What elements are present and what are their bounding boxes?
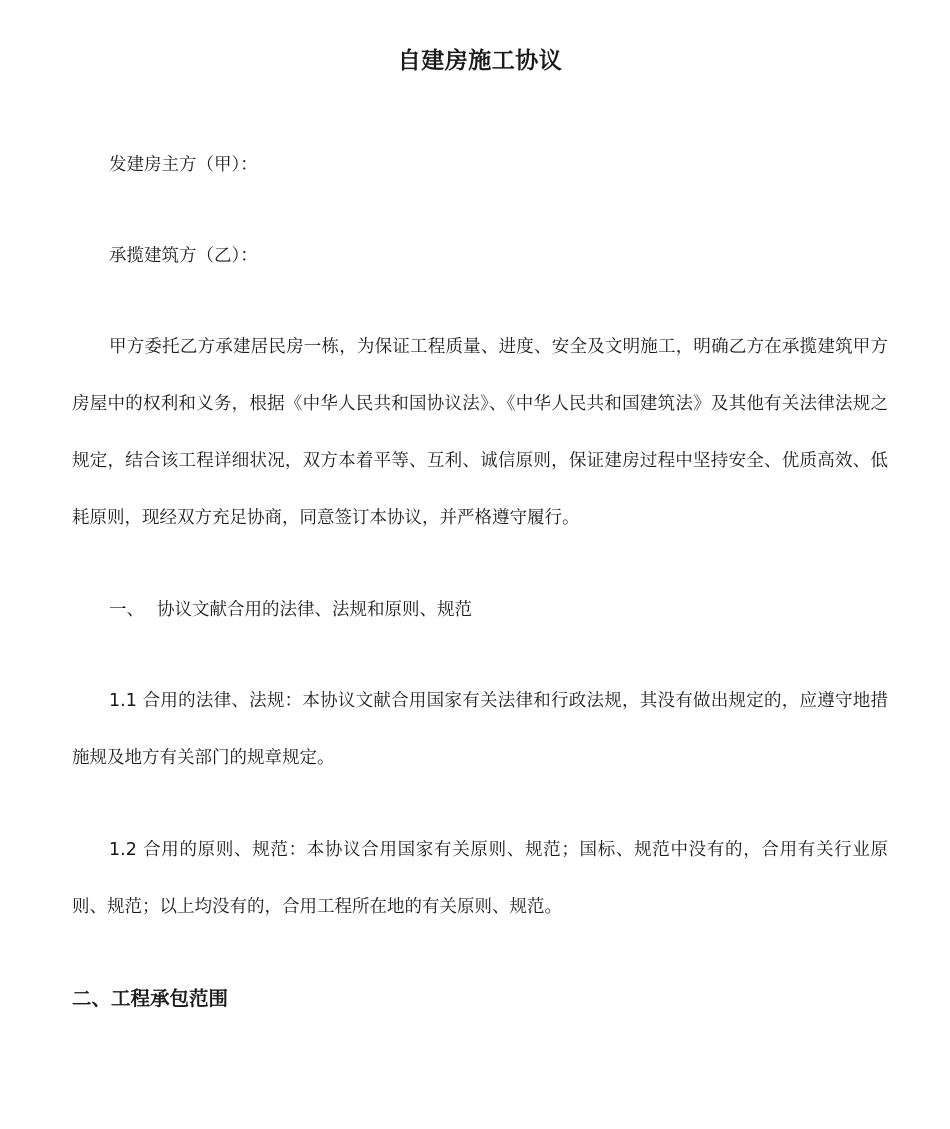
section-1-heading	[109, 598, 472, 622]
intro-paragraph: 甲方委托乙方承建居民房一栋，为保证工程质量、进度、安全及文明施工，明确乙方在承揽建筑甲方房屋中的权利和义务，根据《中华人民共和国协议法》、《中华人民共和国建筑法》及其他有关法律法规之规定，结合该工程详细状况，双方本着平等、互利、诚信原则，保证建房过程中坚持安全、优质高效、低耗原则，现经双方充足协商，同意签订本协议，并严格遵守履行。	[72, 337, 888, 528]
clause-1-2: 1.2 合用的原则、规范：本协议合用国家有关原则、规范；国标、规范中没有的，合用有关行业原则、规范；以上均没有的，合用工程所在地的有关原则、规范。	[72, 840, 888, 917]
section-2-heading: 二、工程承包范围	[72, 987, 229, 1010]
clause-1-1: 1.1 合用的法律、法规：本协议文献合用国家有关法律和行政法规，其没有做出规定的，应遵守地措施规及地方有关部门的规章规定。	[72, 691, 888, 768]
section-1-title: 协议文献合用的法律、法规和原则、规范	[157, 600, 472, 620]
party-b-label: 承揽建筑方（乙）：	[109, 246, 258, 266]
document-title: 自建房施工协议	[397, 48, 563, 74]
section-1-number: 一、	[109, 600, 144, 620]
party-a-label: 发建房主方（甲）：	[109, 155, 258, 175]
